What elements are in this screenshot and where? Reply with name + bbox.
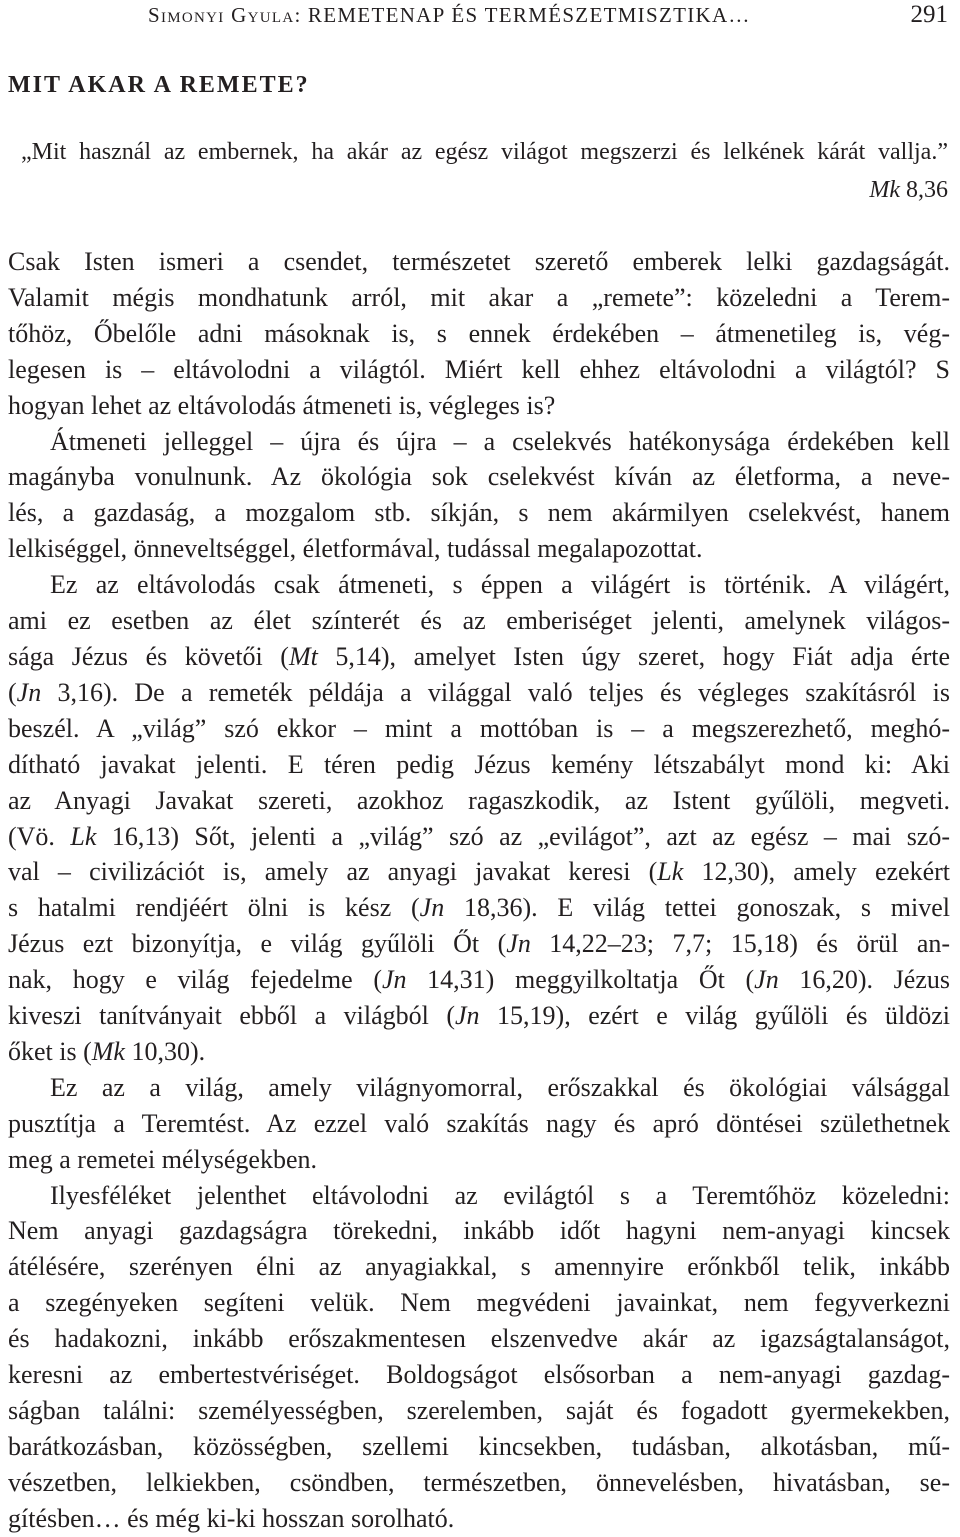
text-line: hogyan lehet az eltávolodás átmeneti is, végleges is?: [8, 390, 556, 420]
text-run: 10,30).: [124, 1036, 206, 1066]
text-run: 14,31) meggyilkoltatja Őt (: [406, 965, 755, 995]
text-line: [8, 854, 950, 890]
text-line: Ez az eltávolodás csak átmeneti, s éppen a világért is történik. A világért,: [50, 570, 950, 600]
running-head: [148, 2, 751, 28]
motto-source-verse: 8,36: [906, 177, 948, 203]
text-line: Ez az a világ, amely világnyomorral, erőszakkal és ökológiai válsággal: [50, 1072, 950, 1102]
text-run: val – civilizációt is, amely az anyagi javakat keresi (: [8, 857, 658, 887]
text-line: tőhöz, Őbelőle adni másoknak is, s ennek érdekében – átmenetileg is, vég-: [8, 318, 950, 348]
running-head-author: Simonyi Gyula:: [148, 3, 302, 27]
text-run: (Vö.: [8, 821, 71, 851]
text-line: gítésben… és még ki-ki hosszan sorolható.: [8, 1503, 455, 1533]
text-line: dítható javakat jelenti. E téren pedig Jézus kemény létszabályt mond ki: Aki: [8, 749, 950, 779]
text-line: vészetben, lelkiekben, csöndben, természetben, önnevelésben, hivatásban, se-: [8, 1467, 950, 1497]
paragraph: [8, 244, 950, 424]
text-line: [8, 890, 950, 926]
text-line: ami ez esetben az élet színterét és az emberiséget jelenti, amelynek világos-: [8, 606, 950, 636]
section-heading: MIT AKAR A REMETE?: [8, 72, 310, 98]
text-run: nak, hogy e világ fejedelme (: [8, 965, 382, 995]
text-line: [8, 675, 950, 711]
text-line: az Anyagi Javakat szereti, azokhoz ragaszkodik, az Istent gyűlöli, megveti.: [8, 785, 950, 815]
text-run: kiveszi tanítványait ebből a világból (: [8, 1001, 456, 1031]
text-line: Átmeneti jelleggel – újra és újra – a cselekvés hatékonysága érdekében kell: [50, 426, 950, 456]
scripture-book-abbreviation: Mt: [288, 641, 318, 671]
text-run: 15,19), ezért e világ gyűlöli és üldözi: [479, 1001, 950, 1031]
text-line: meg a remetei mélységekben.: [8, 1144, 317, 1174]
text-run: 3,16). De a remeték példája a világgal való teljes és végleges szakításról is: [41, 677, 950, 707]
paragraph: [8, 567, 950, 1070]
scripture-book-abbreviation: Mk: [91, 1036, 125, 1066]
text-line: barátkozásban, közösségben, szellemi kincsekben, tudásban, alkotásban, mű-: [8, 1431, 950, 1461]
text-line: [8, 639, 950, 675]
text-line: Csak Isten ismeri a csendet, természetet szerető emberek lelki gazdagságát.: [8, 247, 950, 276]
paragraph: [8, 1178, 950, 1537]
text-line: keresni az embertestvériséget. Boldogságot elsősorban a nem-anyagi gazdag-: [8, 1360, 950, 1390]
text-line: lés, a gazdaság, a mozgalom stb. síkján, s nem akármilyen cselekvést, hanem: [8, 498, 950, 528]
scripture-book-abbreviation: Lk: [70, 821, 97, 851]
paragraph: [8, 1070, 950, 1178]
text-line: Valamit mégis mondhatunk arról, mit akar a „remete”: közeledni a Terem-: [8, 282, 950, 312]
scripture-book-abbreviation: Jn: [381, 965, 407, 995]
text-line: [8, 962, 950, 998]
text-line: átélésére, szerényen élni az anyagiakkal, s amennyire erőnkből telik, inkább: [8, 1252, 950, 1282]
text-line: [8, 819, 950, 855]
scripture-book-abbreviation: Jn: [455, 1001, 480, 1031]
text-run: őket is (: [8, 1036, 92, 1066]
text-line: [8, 1034, 950, 1070]
text-line: ságban találni: személyességben, szerelemben, saját és fogadott gyermekekben,: [8, 1396, 950, 1425]
text-run: 18,36). E világ tettei gonoszak, s mivel: [444, 893, 951, 923]
text-line: [8, 998, 950, 1034]
text-run: 12,30), amely ezekért: [683, 857, 950, 887]
text-run: s hatalmi rendjéért ölni is kész (: [8, 893, 420, 923]
scripture-book-abbreviation: Jn: [16, 677, 42, 707]
text-run: sága Jézus és követői (: [8, 641, 289, 671]
text-line: [8, 926, 950, 962]
text-line: és hadakozni, inkább erőszakmentesen elszenvedve akár az igazságtalanságot,: [8, 1324, 950, 1354]
scripture-book-abbreviation: Jn: [419, 893, 445, 923]
text-run: Jézus ezt bizonyítja, e világ gyűlöli Őt (: [8, 929, 507, 959]
text-line: beszél. A „világ” szó ekkor – mint a mottóban is – a megszerezhető, meghó-: [8, 713, 950, 743]
text-run: 16,13) Sőt, jelenti a „világ” szó az „evilágot”, azt az egész – mai szó-: [96, 821, 951, 851]
body-text: [8, 244, 950, 1537]
motto-source: [869, 173, 948, 207]
text-run: (: [8, 677, 17, 707]
scripture-book-abbreviation: Lk: [657, 857, 684, 887]
motto-source-book: Mk: [869, 177, 900, 203]
page-number: 291: [910, 1, 948, 28]
scripture-book-abbreviation: Jn: [506, 929, 531, 959]
text-line: Ilyesféléket jelenthet eltávolodni az evilágtól s a Teremtőhöz közeledni:: [50, 1180, 950, 1210]
text-line: legesen is – eltávolodni a világtól. Miért kell ehhez eltávolodni a világtól? S: [8, 354, 950, 384]
scripture-book-abbreviation: Jn: [754, 965, 779, 995]
text-line: lelkiséggel, önneveltséggel, életformával, tudással megalapozottat.: [8, 534, 703, 564]
motto-quote: „Mit használ az embernek, ha akár az egész világot megszerzi és lelkének kárát vallja.”: [21, 139, 948, 165]
text-line: Nem anyagi gazdagságra törekedni, inkább időt hagyni nem-anyagi kincsek: [8, 1216, 950, 1246]
text-line: pusztítja a Teremtést. Az ezzel való szakítás nagy és apró döntései születhetnek: [8, 1108, 950, 1138]
text-line: a szegényeken segíteni velük. Nem megvédeni javainkat, nem fegyverkezni: [8, 1288, 950, 1318]
text-run: 5,14), amelyet Isten úgy szeret, hogy Fiát adja érte: [317, 641, 950, 671]
text-line: magányba vonulnunk. Az ökológia sok cselekvést kíván az életforma, a neve-: [8, 462, 950, 492]
running-head-title: REMETENAP ÉS TERMÉSZETMISZTIKA…: [307, 3, 751, 27]
paragraph: [8, 424, 950, 568]
text-run: 14,22–23; 7,7; 15,18) és örül an-: [530, 929, 951, 959]
text-run: 16,20). Jézus: [778, 965, 950, 995]
